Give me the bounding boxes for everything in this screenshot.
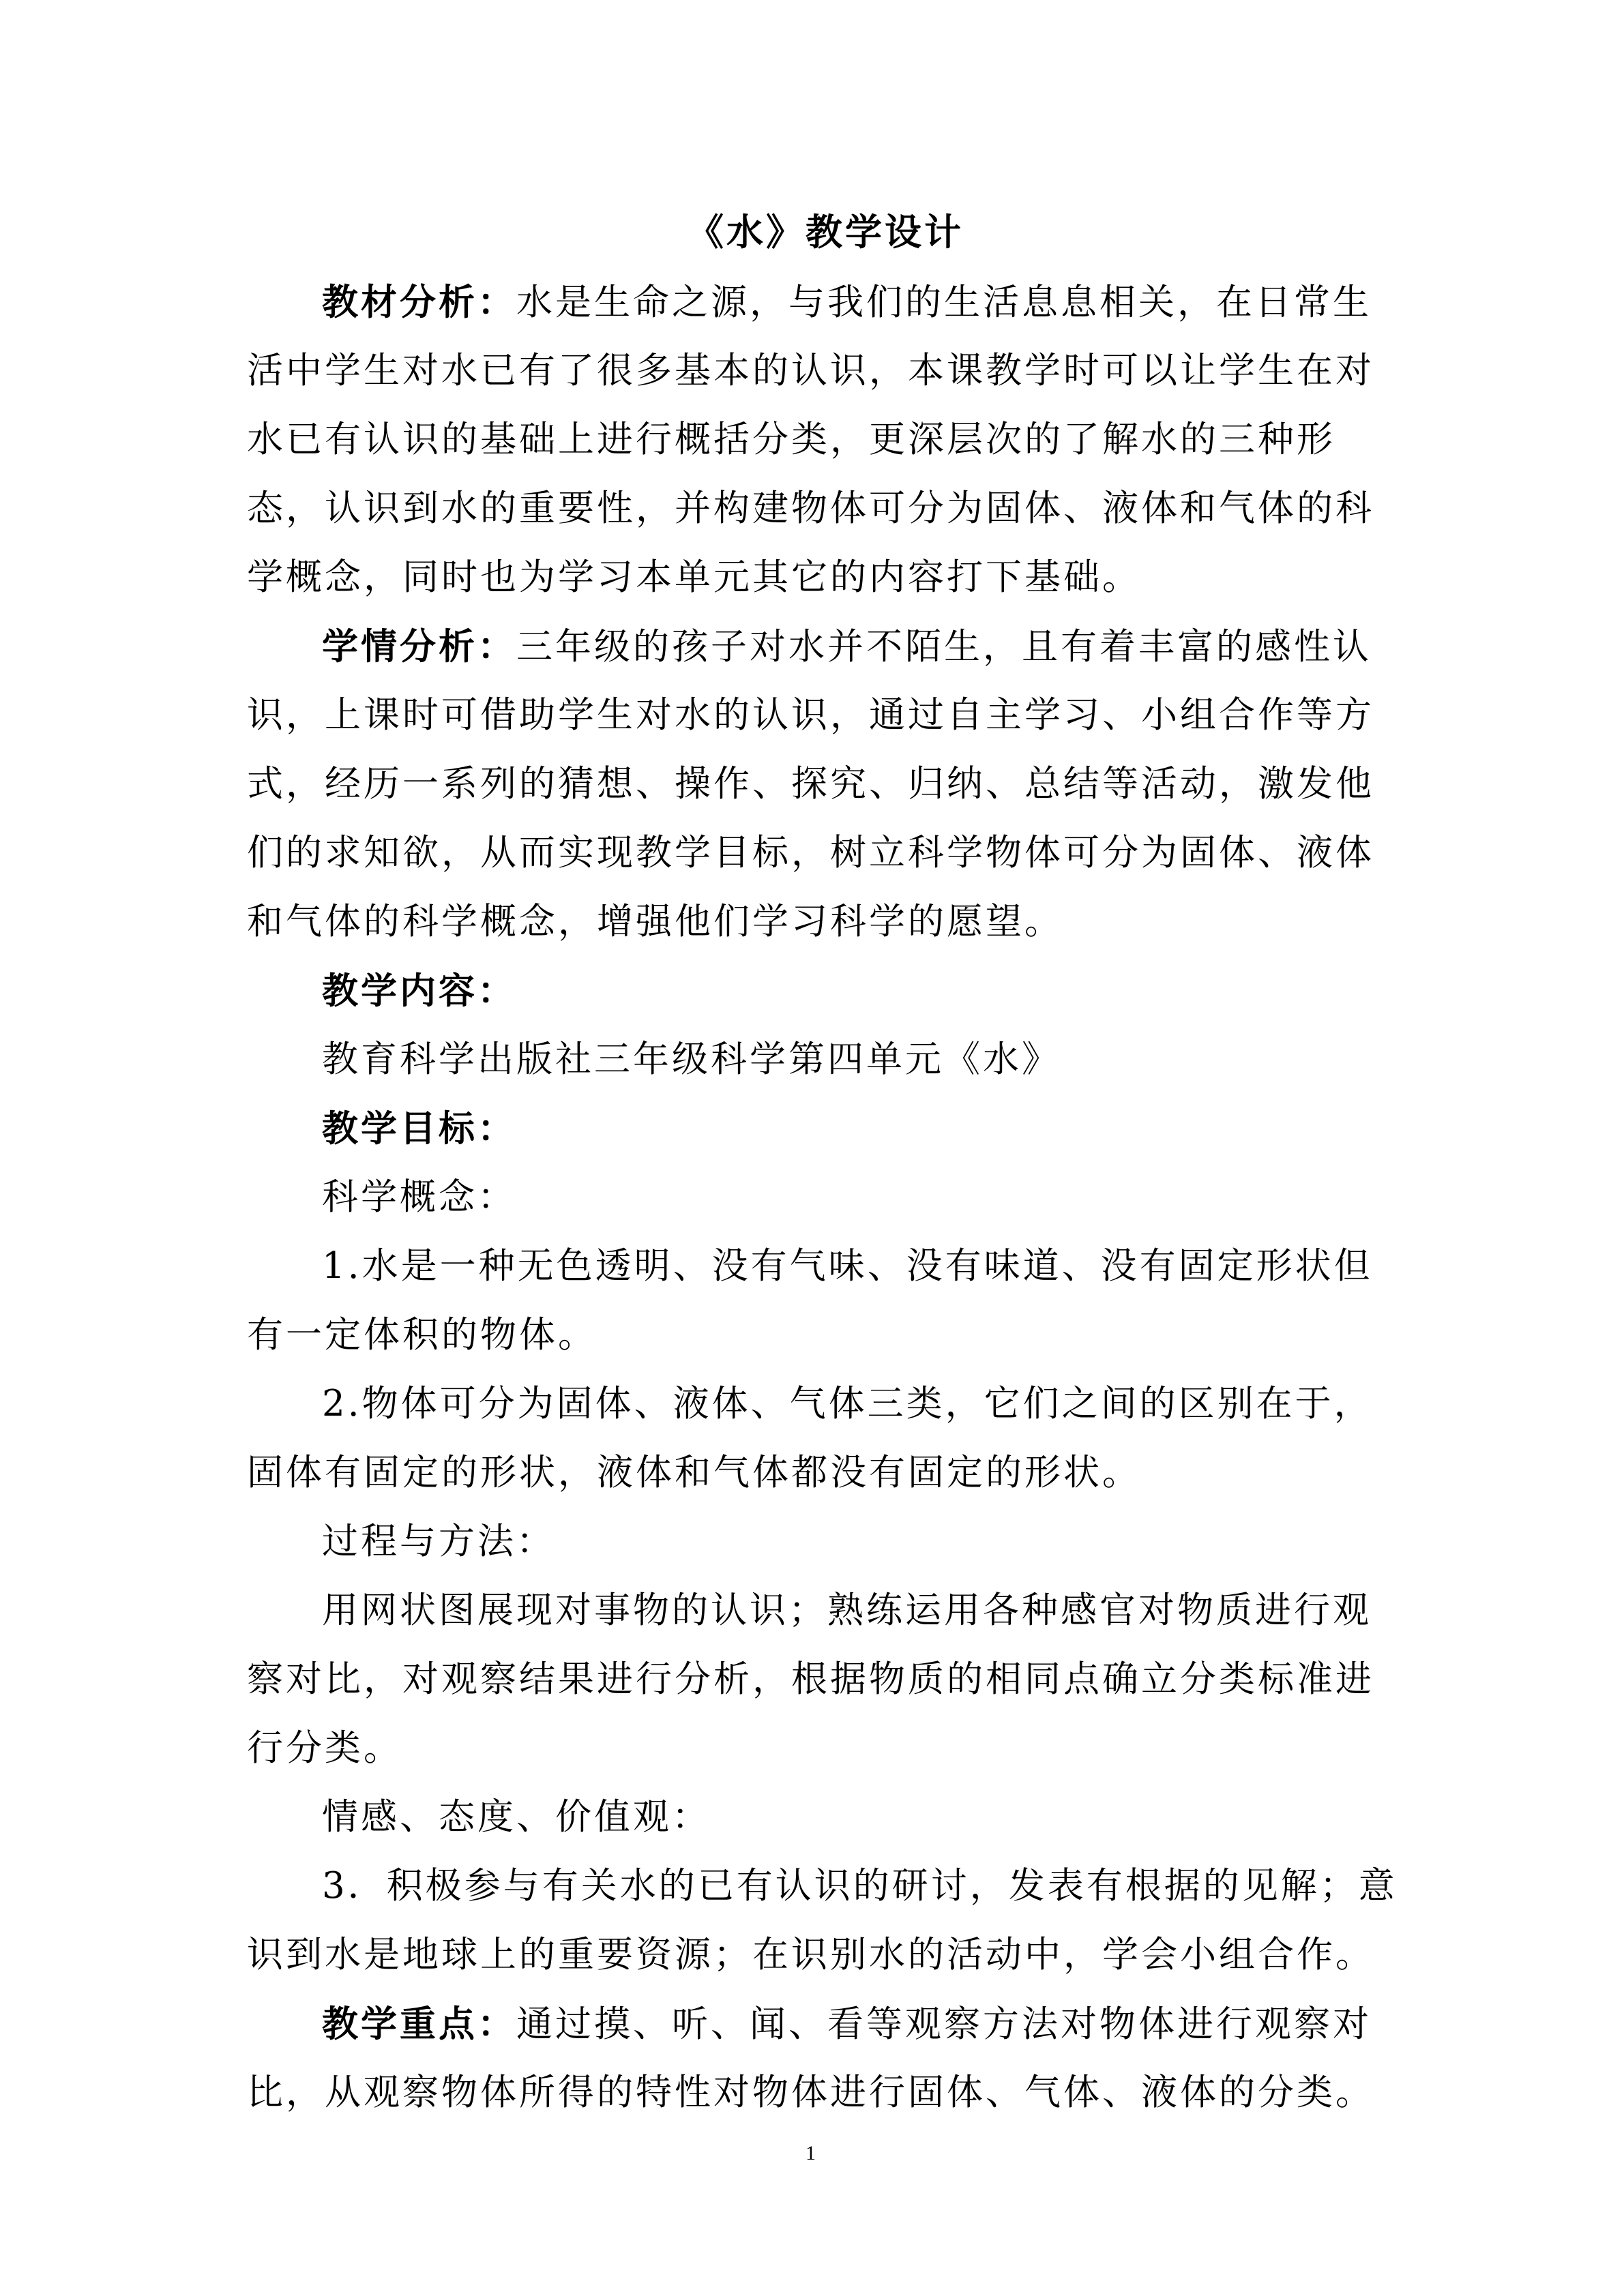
student-analysis-line-4: 们的求知欲，从而实现教学目标，树立科学物体可分为固体、液体 [247,832,1374,874]
material-analysis-line-2: 活中学生对水已有了很多基本的认识，本课教学时可以让学生在对 [247,350,1374,391]
material-analysis-line-3: 水已有认识的基础上进行概括分类，更深层次的了解水的三种形 [247,419,1335,460]
objective-item-1-line-1: 1.水是一种无色透明、没有气味、没有味道、没有固定形状但 [322,1245,1373,1287]
process-method-label: 过程与方法： [322,1521,555,1562]
objective-item-2-line-1: 2.物体可分为固体、液体、气体三类，它们之间的区别在于， [322,1383,1373,1425]
student-analysis-line-5: 和气体的科学概念，增强他们学习科学的愿望。 [247,901,1063,942]
values-label: 情感、态度、价值观： [322,1796,711,1838]
page-number: 1 [806,2142,816,2164]
objectives-heading: 教学目标： [322,1107,516,1150]
science-concept-label: 科学概念： [322,1176,516,1218]
student-analysis-heading: 学情分析： [322,625,516,668]
student-analysis-line-3: 式，经历一系列的猜想、操作、探究、归纳、总结等活动，激发他 [247,763,1374,805]
process-line-2: 察对比，对观察结果进行分析，根据物质的相同点确立分类标准进 [247,1658,1374,1700]
key-points-heading: 教学重点： [322,2003,516,2045]
content-heading: 教学内容： [322,970,516,1012]
material-analysis-heading: 教材分析： [322,281,516,323]
key-points-text: 通过摸、听、闻、看等观察方法对物体进行观察对 [516,2003,1372,2045]
objective-item-1-line-2: 有一定体积的物体。 [247,1314,597,1356]
student-analysis-text: 三年级的孩子对水并不陌生，且有着丰富的感性认 [516,626,1372,668]
objective-item-3-line-1: 3．积极参与有关水的已有认识的研讨，发表有根据的见解；意 [322,1865,1398,1907]
student-analysis-line-1 [322,625,1372,669]
material-analysis-text: 水是生命之源，与我们的生活息息相关，在日常生 [516,282,1372,323]
material-analysis-line-1 [322,280,1372,325]
objective-item-2-line-2: 固体有固定的形状，液体和气体都没有固定的形状。 [247,1452,1141,1493]
process-line-1: 用网状图展现对事物的认识；熟练运用各种感官对物质进行观 [322,1590,1372,1631]
content-text: 教育科学出版社三年级科学第四单元《水》 [322,1039,1061,1080]
key-points-line-1 [322,2002,1372,2046]
process-line-3: 行分类。 [247,1727,402,1769]
material-analysis-line-5: 学概念，同时也为学习本单元其它的内容打下基础。 [247,556,1141,598]
student-analysis-line-2: 识，上课时可借助学生对水的认识，通过自主学习、小组合作等方 [247,694,1374,736]
material-analysis-line-4: 态，认识到水的重要性，并构建物体可分为固体、液体和气体的科 [247,488,1374,529]
objective-item-3-line-2: 识到水是地球上的重要资源；在识别水的活动中，学会小组合作。 [247,1934,1374,1976]
document-title: 《水》教学设计 [687,210,964,254]
key-points-line-2: 比，从观察物体所得的特性对物体进行固体、气体、液体的分类。 [247,2072,1374,2113]
